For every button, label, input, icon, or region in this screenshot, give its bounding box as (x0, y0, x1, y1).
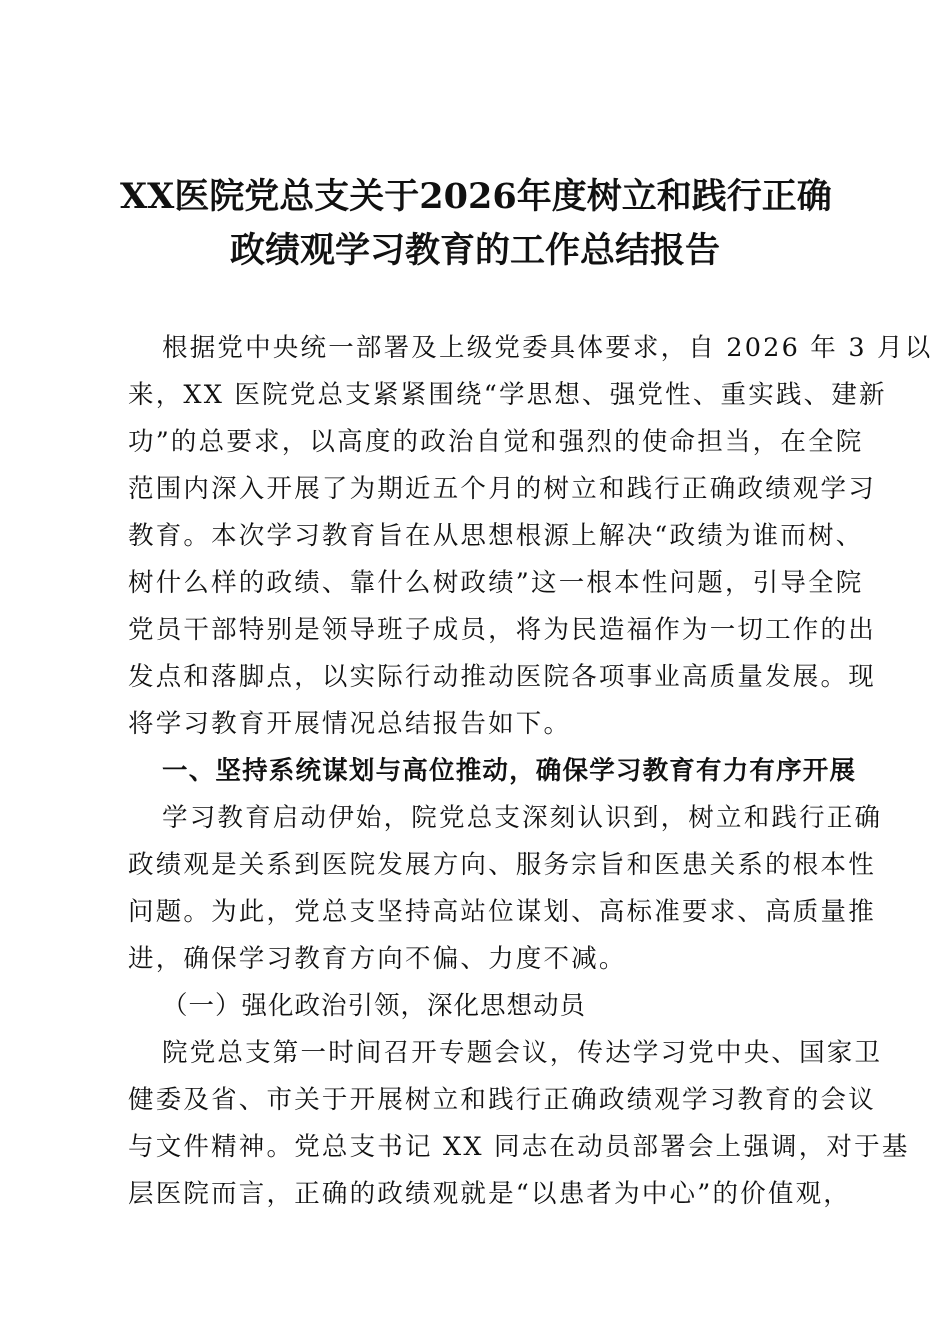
document-body (128, 325, 933, 1218)
paragraph-line: 功”的总要求，以高度的政治自觉和强烈的使命担当，在全院 (128, 427, 864, 457)
paragraph-line: 树什么样的政绩、靠什么树政绩”这一根本性问题，引导全院 (128, 568, 864, 598)
intro-paragraph (128, 325, 933, 748)
paragraph-line: 范围内深入开展了为期近五个月的树立和践行正确政绩观学习 (128, 474, 876, 504)
document-title (120, 170, 830, 278)
paragraph-line: 院党总支第一时间召开专题会议，传达学习党中央、国家卫 (162, 1038, 883, 1068)
paragraph-line: 问题。为此，党总支坚持高站位谋划、高标准要求、高质量推 (128, 897, 876, 927)
paragraph-line: 与文件精神。党总支书记 XX 同志在动员部署会上强调，对于基 (128, 1132, 910, 1162)
document-title-line-1: XX医院党总支关于2026年度树立和践行正确 (120, 176, 832, 217)
subsection-heading-text: （一）强化政治引领，深化思想动员 (162, 991, 587, 1021)
paragraph-line: 学习教育启动伊始，院党总支深刻认识到，树立和践行正确 (162, 803, 883, 833)
paragraph-line: 将学习教育开展情况总结报告如下。 (128, 709, 572, 739)
document-title-line-2: 政绩观学习教育的工作总结报告 (229, 230, 720, 271)
paragraph-line: 层医院而言，正确的政绩观就是“以患者为中心”的价值观， (128, 1179, 851, 1209)
section-heading-1 (128, 748, 857, 795)
paragraph-line: 政绩观是关系到医院发展方向、服务宗旨和医患关系的根本性 (128, 850, 876, 880)
section-heading-text: 一、坚持系统谋划与高位推动，确保学习教育有力有序开展 (162, 756, 857, 786)
paragraph-line: 根据党中央统一部署及上级党委具体要求，自 2026 年 3 月以 (162, 333, 933, 363)
subsection-1-paragraph (128, 1030, 910, 1218)
section-1-paragraph (128, 795, 883, 983)
paragraph-line: 发点和落脚点，以实际行动推动医院各项事业高质量发展。现 (128, 662, 876, 692)
paragraph-line: 教育。本次学习教育旨在从思想根源上解决“政绩为谁而树、 (128, 521, 864, 551)
paragraph-line: 进，确保学习教育方向不偏、力度不减。 (128, 944, 627, 974)
paragraph-line: 来，XX 医院党总支紧紧围绕“学思想、强党性、重实践、建新 (128, 380, 887, 410)
paragraph-line: 党员干部特别是领导班子成员，将为民造福作为一切工作的出 (128, 615, 876, 645)
subsection-heading-1 (128, 983, 833, 1030)
paragraph-line: 健委及省、市关于开展树立和践行正确政绩观学习教育的会议 (128, 1085, 876, 1115)
